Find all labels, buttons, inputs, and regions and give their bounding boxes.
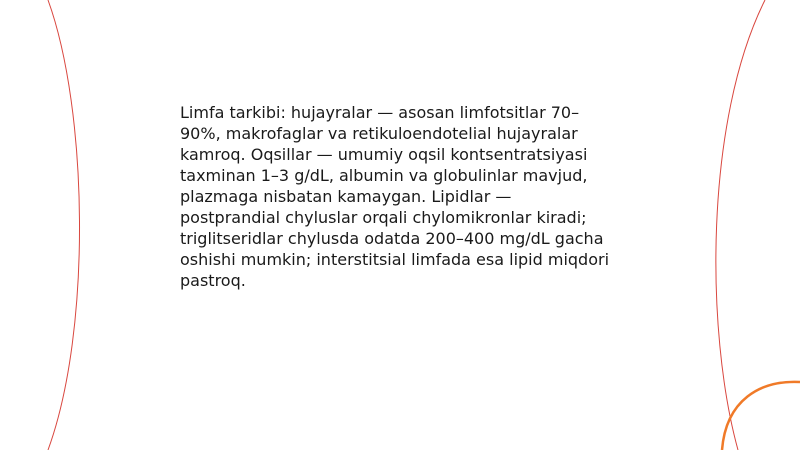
left-arc-line (48, 0, 80, 450)
right-arc-line (716, 0, 765, 450)
body-text: Limfa tarkibi: hujayralar — asosan limfotsitlar 70– 90%, makrofaglar va retikuloendotelial hujayralar kamroq. Oqsillar — umumiy oqsil kontsentratsiyasi taxminan 1–3 g/dL, albumin va globulinlar mavjud, plazmaga nisbatan kamaygan. Lipidlar — postprandial chyluslar orqali chylomikronlar kiradi; triglitseridlar chylusda odatda 200–400 mg/dL gacha oshishi mumkin; interstitsial limfada esa lipid miqdori pastroq. (180, 103, 610, 290)
orange-accent-arc (722, 382, 800, 450)
